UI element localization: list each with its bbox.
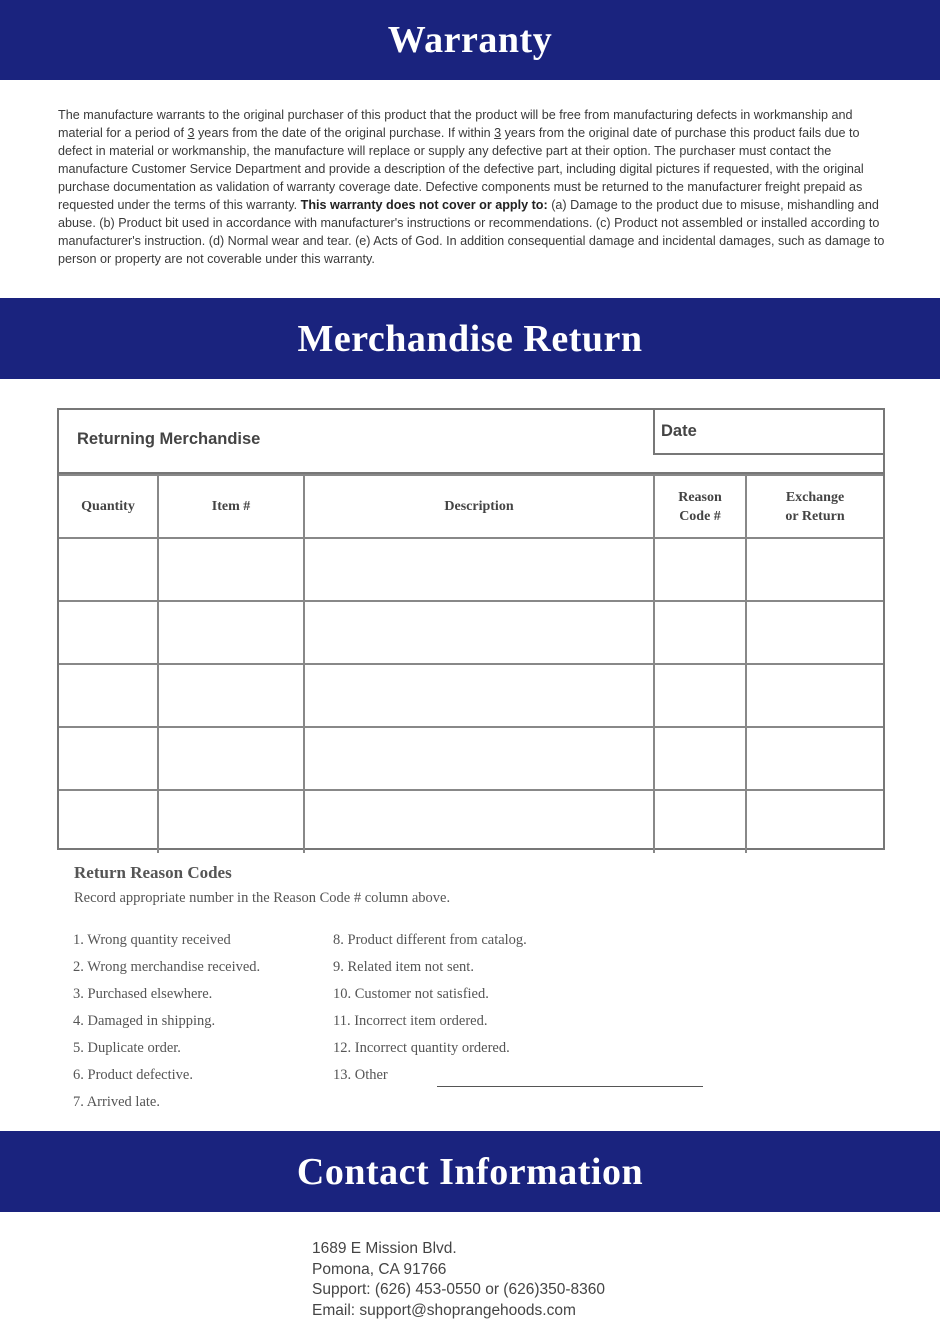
table-cell[interactable] bbox=[746, 538, 883, 601]
table-cell[interactable] bbox=[158, 790, 304, 853]
contact-details bbox=[312, 1239, 605, 1321]
table-row bbox=[59, 601, 883, 664]
table-cell[interactable] bbox=[746, 790, 883, 853]
warranty-title: Warranty bbox=[387, 19, 553, 61]
col-header-item: Item # bbox=[158, 475, 304, 538]
warranty-text-part: (a) Damage to the product due to misuse, mishandling and abuse. (b) Product bit used in accordance with manufacturer's instructions or recommendations. (c) Product not assembled or installed according to manufacturer's instruction. (d) Normal wear and tear. (e) Acts of God. In addition consequential damage and incidental damages, such as damage to person or property are not coverable under this warranty. bbox=[58, 198, 885, 266]
table-cell[interactable] bbox=[158, 664, 304, 727]
table-cell[interactable] bbox=[59, 601, 158, 664]
warranty-text bbox=[58, 106, 890, 268]
date-label: Date bbox=[661, 422, 697, 440]
table-header-row bbox=[59, 475, 883, 538]
reason-codes-title: Return Reason Codes bbox=[74, 863, 232, 882]
table-cell[interactable] bbox=[304, 664, 654, 727]
return-form-header bbox=[59, 410, 883, 474]
support-phone: Support: (626) 453-0550 or (626)350-8360 bbox=[312, 1281, 605, 1298]
col-header-text: or Return bbox=[785, 508, 845, 524]
table-cell[interactable] bbox=[158, 601, 304, 664]
reason-code-item: 11. Incorrect item ordered. bbox=[333, 1013, 488, 1029]
warranty-exclusions-heading: This warranty does not cover or apply to: bbox=[300, 198, 548, 212]
table-cell[interactable] bbox=[59, 538, 158, 601]
address-line-1: 1689 E Mission Blvd. bbox=[312, 1240, 457, 1257]
reason-code-item: 12. Incorrect quantity ordered. bbox=[333, 1040, 510, 1056]
table-cell[interactable] bbox=[59, 727, 158, 790]
table-row bbox=[59, 727, 883, 790]
contact-banner bbox=[0, 1131, 940, 1212]
support-email: Email: support@shoprangehoods.com bbox=[312, 1301, 576, 1319]
reason-code-item: 8. Product different from catalog. bbox=[333, 932, 527, 948]
merchandise-return-title: Merchandise Return bbox=[297, 317, 643, 360]
return-form-title: Returning Merchandise bbox=[77, 430, 261, 448]
table-row bbox=[59, 538, 883, 601]
col-header-text: Exchange bbox=[785, 489, 845, 505]
reason-code-item: 3. Purchased elsewhere. bbox=[73, 986, 213, 1002]
table-cell[interactable] bbox=[304, 727, 654, 790]
warranty-years: 3 bbox=[187, 126, 195, 140]
table-cell[interactable] bbox=[158, 727, 304, 790]
warranty-years: 3 bbox=[494, 126, 502, 140]
reason-code-item: 9. Related item not sent. bbox=[333, 959, 474, 975]
warranty-text-part: The manufacture warrants to the original purchaser of this product that the product will be free from manufacturing defects in workmanship and material for a period of bbox=[58, 108, 853, 140]
reason-code-item: 6. Product defective. bbox=[73, 1067, 193, 1083]
address-line-2: Pomona, CA 91766 bbox=[312, 1260, 447, 1278]
table-cell[interactable] bbox=[654, 601, 746, 664]
table-cell[interactable] bbox=[746, 727, 883, 790]
table-cell[interactable] bbox=[304, 538, 654, 601]
contact-title: Contact Information bbox=[296, 1150, 644, 1193]
col-header-quantity: Quantity bbox=[59, 475, 158, 538]
table-cell[interactable] bbox=[746, 601, 883, 664]
reason-code-item: 7. Arrived late. bbox=[73, 1094, 160, 1110]
merchandise-return-banner bbox=[0, 298, 940, 379]
table-cell[interactable] bbox=[746, 664, 883, 727]
table-cell[interactable] bbox=[59, 790, 158, 853]
warranty-text-part: years from the date of the original purchase. If within bbox=[194, 126, 495, 140]
warranty-text-part: years from the original date of purchase this product fails due to defect in material or workmanship, the manufacture will replace or supply any defective part at their option. The purchaser must contact the manufacture Customer Service Department and provide a description of the defective part, including digital pictures if requested, with the original purchase documentation as validation of warranty coverage date. Defective components must be returned to the manufacturer freight prepaid as requested under the terms of this warranty. bbox=[58, 126, 864, 212]
reason-codes-list-right bbox=[333, 931, 527, 1093]
reason-code-item: 13. Other bbox=[333, 1067, 388, 1083]
table-cell[interactable] bbox=[654, 538, 746, 601]
col-header-description: Description bbox=[304, 475, 654, 538]
reason-codes-list-left bbox=[73, 931, 260, 1120]
table-cell[interactable] bbox=[59, 664, 158, 727]
reason-code-item: 2. Wrong merchandise received. bbox=[73, 959, 261, 975]
table-cell[interactable] bbox=[304, 601, 654, 664]
return-items-table bbox=[59, 474, 883, 853]
table-row bbox=[59, 664, 883, 727]
col-header-reason-code bbox=[654, 475, 746, 538]
return-form bbox=[57, 408, 885, 850]
table-cell[interactable] bbox=[158, 538, 304, 601]
table-row bbox=[59, 790, 883, 853]
warranty-banner bbox=[0, 0, 940, 80]
col-header-text: Reason bbox=[678, 489, 722, 505]
reason-code-item: 10. Customer not satisfied. bbox=[333, 986, 489, 1002]
reason-code-item: 1. Wrong quantity received bbox=[73, 932, 231, 948]
reason-code-item: 4. Damaged in shipping. bbox=[73, 1013, 216, 1029]
reason-codes-subtitle: Record appropriate number in the Reason Code # column above. bbox=[74, 890, 451, 906]
col-header-exchange-or-return bbox=[746, 475, 883, 538]
table-cell[interactable] bbox=[654, 664, 746, 727]
table-cell[interactable] bbox=[304, 790, 654, 853]
col-header-text: Code # bbox=[679, 508, 721, 524]
table-cell[interactable] bbox=[654, 790, 746, 853]
other-reason-line[interactable] bbox=[437, 1086, 703, 1087]
reason-code-item: 5. Duplicate order. bbox=[73, 1040, 181, 1056]
table-cell[interactable] bbox=[654, 727, 746, 790]
date-field[interactable] bbox=[653, 410, 883, 455]
